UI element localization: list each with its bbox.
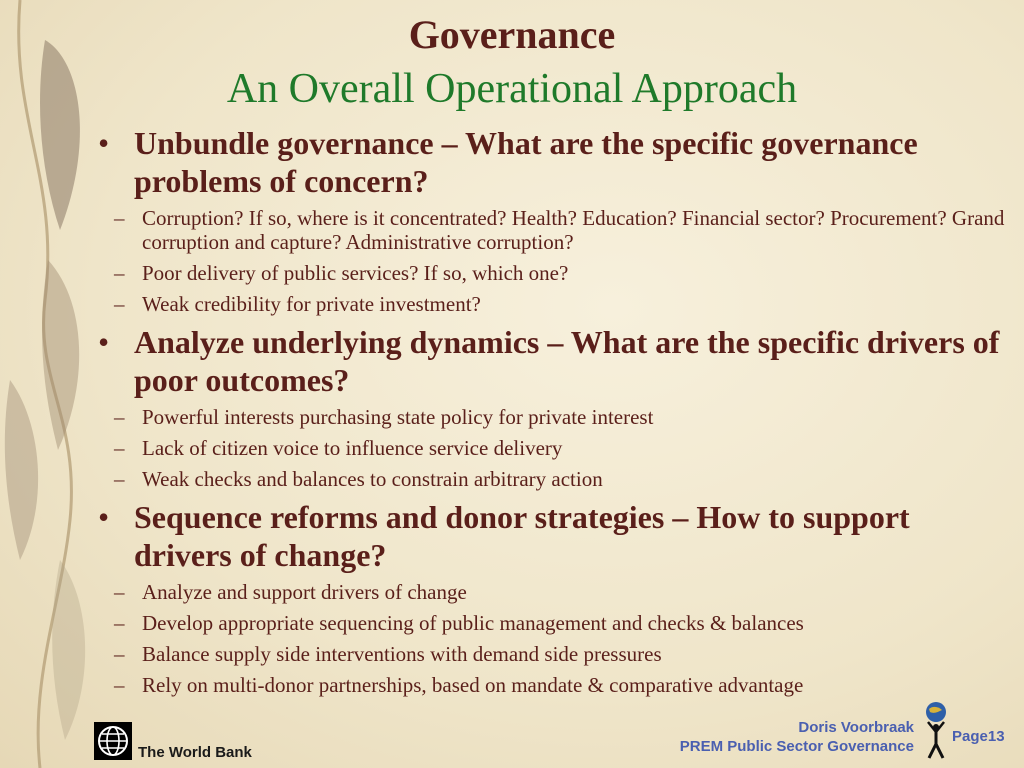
sub-text: Balance supply side interventions with demand side pressures xyxy=(142,642,662,666)
sub-text: Lack of citizen voice to influence service delivery xyxy=(142,436,563,460)
sub-item xyxy=(96,292,1006,316)
sub-marker: – xyxy=(114,642,125,666)
sub-item xyxy=(96,673,1006,697)
slide-subtitle: An Overall Operational Approach xyxy=(226,66,798,112)
footer-credits xyxy=(680,718,914,756)
sub-list xyxy=(96,580,1006,697)
sub-marker: – xyxy=(114,673,125,697)
bullet-marker: • xyxy=(98,324,110,360)
footer-unit: PREM Public Sector Governance xyxy=(679,738,914,755)
sub-item xyxy=(96,642,1006,666)
sub-item xyxy=(96,467,1006,491)
sub-text: Corruption? If so, where is it concentrated? Health? Education? Financial sector? Procurement? Grand corruption and capture? Administrative corruption? xyxy=(142,206,1005,254)
footer-org-name: The World Bank xyxy=(138,744,252,761)
sub-marker: – xyxy=(114,580,125,604)
sub-text: Rely on multi-donor partnerships, based on mandate & comparative advantage xyxy=(142,673,804,697)
sub-marker: – xyxy=(114,405,125,429)
bullet-marker: • xyxy=(98,125,110,161)
sub-marker: – xyxy=(114,611,125,635)
bullet-text: Unbundle governance – What are the specific governance problems of concern? xyxy=(134,125,918,199)
world-bank-globe-icon xyxy=(94,722,132,760)
sub-list xyxy=(96,206,1006,316)
person-holding-globe-icon xyxy=(920,700,952,760)
bullet-text: Analyze underlying dynamics – What are the specific drivers of poor outcomes? xyxy=(134,324,1000,398)
sub-text: Poor delivery of public services? If so, which one? xyxy=(142,261,569,285)
sub-item xyxy=(96,580,1006,604)
bullet-list xyxy=(96,124,1006,704)
bullet-marker: • xyxy=(98,499,110,535)
slide-title: Governance xyxy=(408,12,616,57)
sub-text: Powerful interests purchasing state policy for private interest xyxy=(142,405,654,429)
footer-author: Doris Voorbraak xyxy=(798,719,914,736)
sub-marker: – xyxy=(114,292,125,316)
sub-marker: – xyxy=(114,206,125,230)
sub-item xyxy=(96,405,1006,429)
bullet-item xyxy=(96,323,1006,399)
sub-text: Weak checks and balances to constrain arbitrary action xyxy=(142,467,603,491)
bullet-text: Sequence reforms and donor strategies – How to support drivers of change? xyxy=(134,499,910,573)
bullet-item xyxy=(96,498,1006,574)
sub-item xyxy=(96,261,1006,285)
sub-item xyxy=(96,611,1006,635)
sub-list xyxy=(96,405,1006,491)
sub-item xyxy=(96,206,1006,254)
sub-marker: – xyxy=(114,436,125,460)
sub-marker: – xyxy=(114,467,125,491)
page-number: Page13 xyxy=(952,728,1005,745)
sub-text: Develop appropriate sequencing of public management and checks & balances xyxy=(142,611,804,635)
sub-text: Analyze and support drivers of change xyxy=(142,580,467,604)
bullet-item xyxy=(96,124,1006,200)
sub-item xyxy=(96,436,1006,460)
sub-marker: – xyxy=(114,261,125,285)
sub-text: Weak credibility for private investment? xyxy=(142,292,481,316)
